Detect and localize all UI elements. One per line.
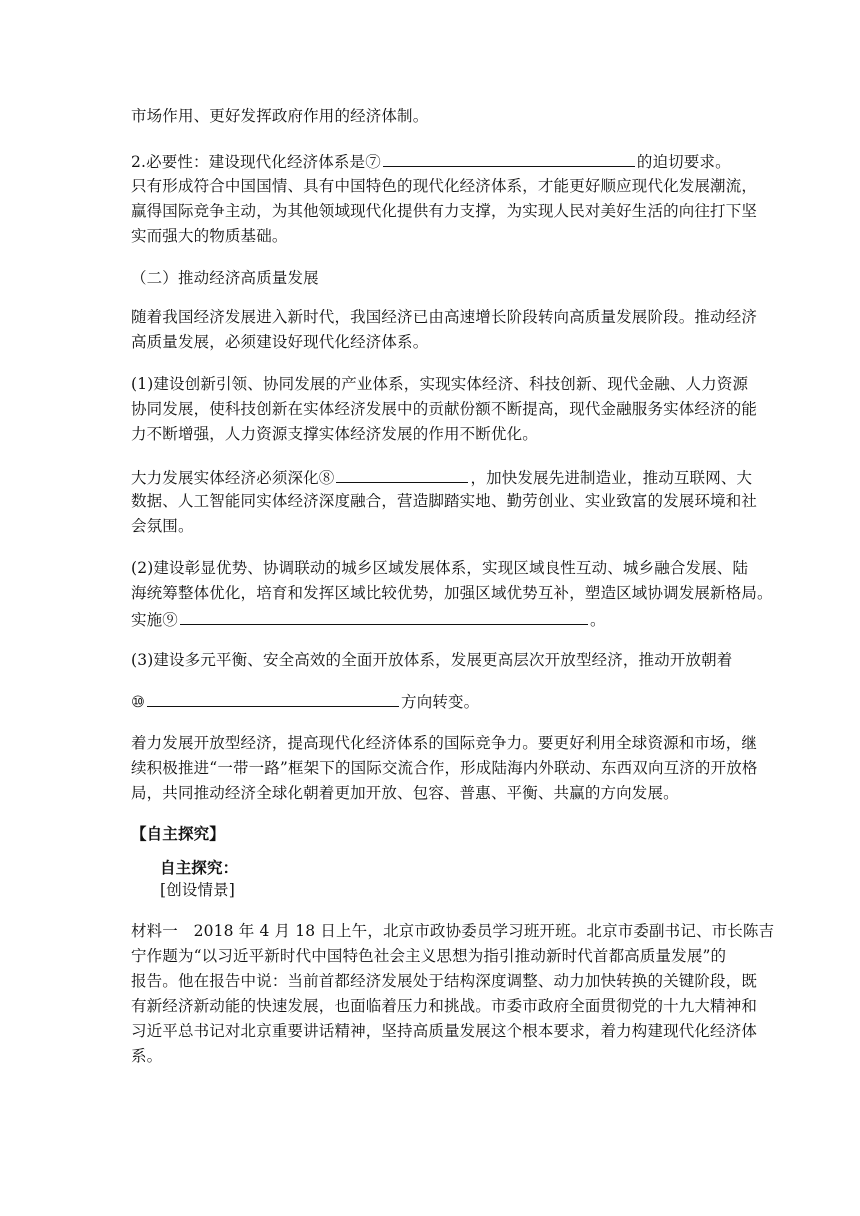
text-line: 协同发展，使科技创新在实体经济发展中的贡献份额不断提高，现代金融服务实体经济的能: [131, 400, 758, 418]
text-line: 习近平总书记对北京重要讲话精神，坚持高质量发展这个根本要求，着力构建现代化经济体: [131, 1022, 758, 1040]
text-line: 材料一 2018 年 4 月 18 日上午，北京市政协委员学习班开班。北京市委副书记、市长陈吉: [131, 922, 775, 940]
text-line: 市场作用、更好发挥政府作用的经济体制。: [131, 107, 429, 125]
fill-blank-8[interactable]: [336, 466, 468, 483]
text-line: 高质量发展，必须建设好现代化经济体系。: [131, 333, 429, 351]
text-line: 只有形成符合中国国情、具有中国特色的现代化经济体系，才能更好顺应现代化发展潮流，: [131, 177, 758, 195]
text-fragment: 方向转变。: [401, 693, 480, 711]
necessity-line: [131, 150, 731, 172]
text-line: 报告。他在报告中说：当前首都经济发展处于结构深度调整、动力加快转换的关键阶段，既: [131, 972, 758, 990]
text-fragment: 大力发展实体经济必须深化⑧: [131, 469, 335, 487]
text-line: 着力发展开放型经济，提高现代化经济体系的国际竞争力。要更好利用全球资源和市场，继: [131, 734, 758, 752]
text-line: 随着我国经济发展进入新时代，我国经济已由高速增长阶段转向高质量发展阶段。推动经济: [131, 308, 758, 326]
text-fragment: ，加快发展先进制造业，推动互联网、大: [470, 469, 753, 487]
real-economy-line: [131, 466, 752, 488]
text-fragment: ⑩: [131, 693, 146, 711]
text-fragment: 实施⑨: [131, 611, 178, 629]
text-line: 续积极推进“一带一路”框架下的国际交流合作，形成陆海内外联动、东西双向互济的开放格: [131, 759, 758, 777]
text-line: 有新经济新动能的快速发展，也面临着压力和挑战。市委市政府全面贯彻党的十九大精神和: [131, 997, 758, 1015]
fill-blank-7[interactable]: [383, 150, 635, 167]
text-fragment: 。: [589, 611, 606, 629]
fill-blank-10[interactable]: [147, 690, 399, 707]
section-heading: 【自主探究】: [131, 824, 225, 843]
text-line: 宁作题为“以习近平新时代中国特色社会主义思想为指引推动新时代首都高质量发展”的: [131, 947, 727, 965]
text-line: 赢得国际竞争主动，为其他领域现代化提供有力支撑，为实现人民对美好生活的向往打下坚: [131, 202, 758, 220]
text-line: (2)建设彰显优势、协调联动的城乡区域发展体系，实现区域良性互动、城乡融合发展、陆: [131, 559, 749, 577]
open-direction-line: [131, 690, 479, 712]
text-line: 局，共同推动经济全球化朝着更加开放、包容、普惠、平衡、共赢的方向发展。: [131, 784, 679, 802]
text-line: 海统筹整体优化，培育和发挥区域比较优势，加强区域优势互补，塑造区域协调发展新格局。: [131, 584, 773, 602]
text-line: 实而强大的物质基础。: [131, 227, 288, 245]
text-line: 系。: [131, 1047, 163, 1065]
implement-line: [131, 608, 606, 630]
text-line: (3)建设多元平衡、安全高效的全面开放体系，发展更高层次开放型经济，推动开放朝着: [131, 651, 733, 669]
text-line: 会氛围。: [131, 517, 194, 535]
subheading: 自主探究：: [160, 858, 239, 877]
text-line: 力不断增强，人力资源支撑实体经济发展的作用不断优化。: [131, 425, 538, 443]
scene-label: [创设情景]: [160, 881, 235, 899]
text-line: (1)建设创新引领、协同发展的产业体系，实现实体经济、科技创新、现代金融、人力资源: [131, 375, 749, 393]
text-fragment: 的迫切要求。: [636, 153, 731, 171]
text-line: 数据、人工智能同实体经济深度融合，营造脚踏实地、勤劳创业、实业致富的发展环境和社: [131, 492, 758, 510]
fill-blank-9[interactable]: [180, 608, 588, 625]
section-title: （二）推动经济高质量发展: [131, 269, 319, 287]
text-fragment: 2.必要性：建设现代化经济体系是⑦: [131, 153, 381, 171]
